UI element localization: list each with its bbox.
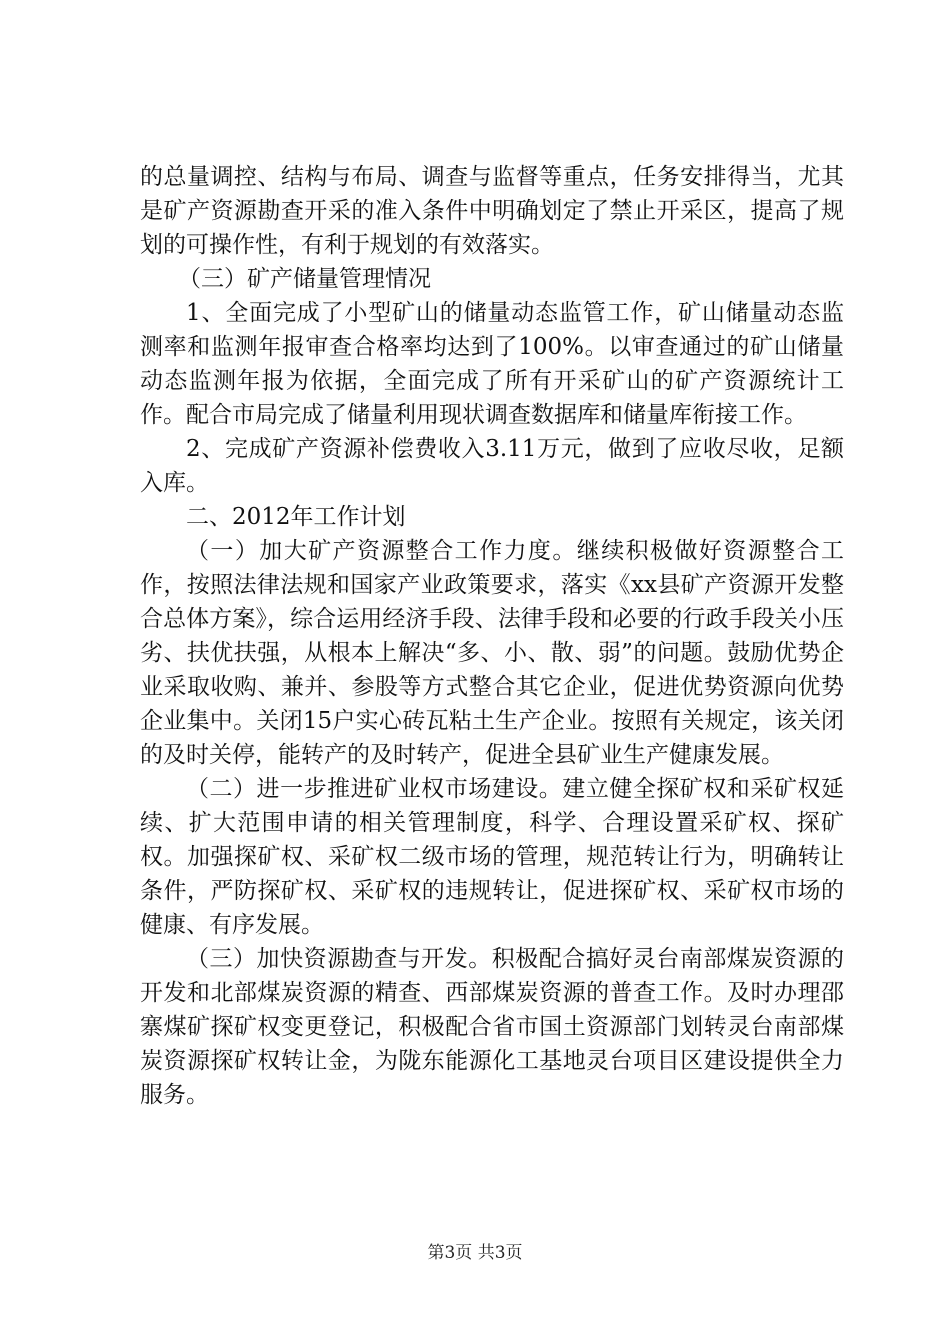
section-heading-reserve-management: （三）矿产储量管理情况 bbox=[178, 266, 431, 292]
paragraph-compensation-fee: 2、完成矿产资源补偿费收入3.11万元，做到了应收尽收，足额入库。 bbox=[140, 436, 844, 496]
paragraph-mining-rights-market: （二）进一步推进矿业权市场建设。建立健全探矿权和采矿权延续、扩大范围申请的相关管理制度，科学、合理设置采矿权、探矿权。加强探矿权、采矿权二级市场的管理，规范转让行为，明确转让条件，严防探矿权、采矿权的违规转让，促进探矿权、采矿权市场的健康、有序发展。 bbox=[140, 776, 844, 938]
paragraph-resource-integration: （一）加大矿产资源整合工作力度。继续积极做好资源整合工作，按照法律法规和国家产业政策要求，落实《xx县矿产资源开发整合总体方案》，综合运用经济手段、法律手段和必要的行政手段关小压劣、扶优扶强，从根本上解决“多、小、散、弱”的问题。鼓励优势企业采取收购、兼并、参股等方式整合其它企业，促进优势资源向优势企业集中。关闭15户实心砖瓦粘土生产企业。按照有关规定，该关闭的及时关停，能转产的及时转产，促进全县矿业生产健康发展。 bbox=[140, 538, 844, 768]
page-number-footer: 第3页 共3页 bbox=[427, 1243, 523, 1263]
document-body bbox=[140, 160, 844, 1112]
section-heading-work-plan: 二、2012年工作计划 bbox=[186, 504, 406, 530]
paragraph-exploration-development: （三）加快资源勘查与开发。积极配合搞好灵台南部煤炭资源的开发和北部煤炭资源的精查、西部煤炭资源的普查工作。及时办理邵寨煤矿探矿权变更登记，积极配合省市国土资源部门划转灵台南部煤炭资源探矿权转让金，为陇东能源化工基地灵台项目区建设提供全力服务。 bbox=[140, 946, 844, 1108]
paragraph-continuation: 的总量调控、结构与布局、调查与监督等重点，任务安排得当，尤其是矿产资源勘查开采的准入条件中明确划定了禁止开采区，提高了规划的可操作性，有利于规划的有效落实。 bbox=[140, 164, 844, 258]
paragraph-reserve-monitoring: 1、全面完成了小型矿山的储量动态监管工作，矿山储量动态监测率和监测年报审查合格率均达到了100%。以审查通过的矿山储量动态监测年报为依据，全面完成了所有开采矿山的矿产资源统计工作。配合市局完成了储量利用现状调查数据库和储量库衔接工作。 bbox=[140, 300, 844, 428]
